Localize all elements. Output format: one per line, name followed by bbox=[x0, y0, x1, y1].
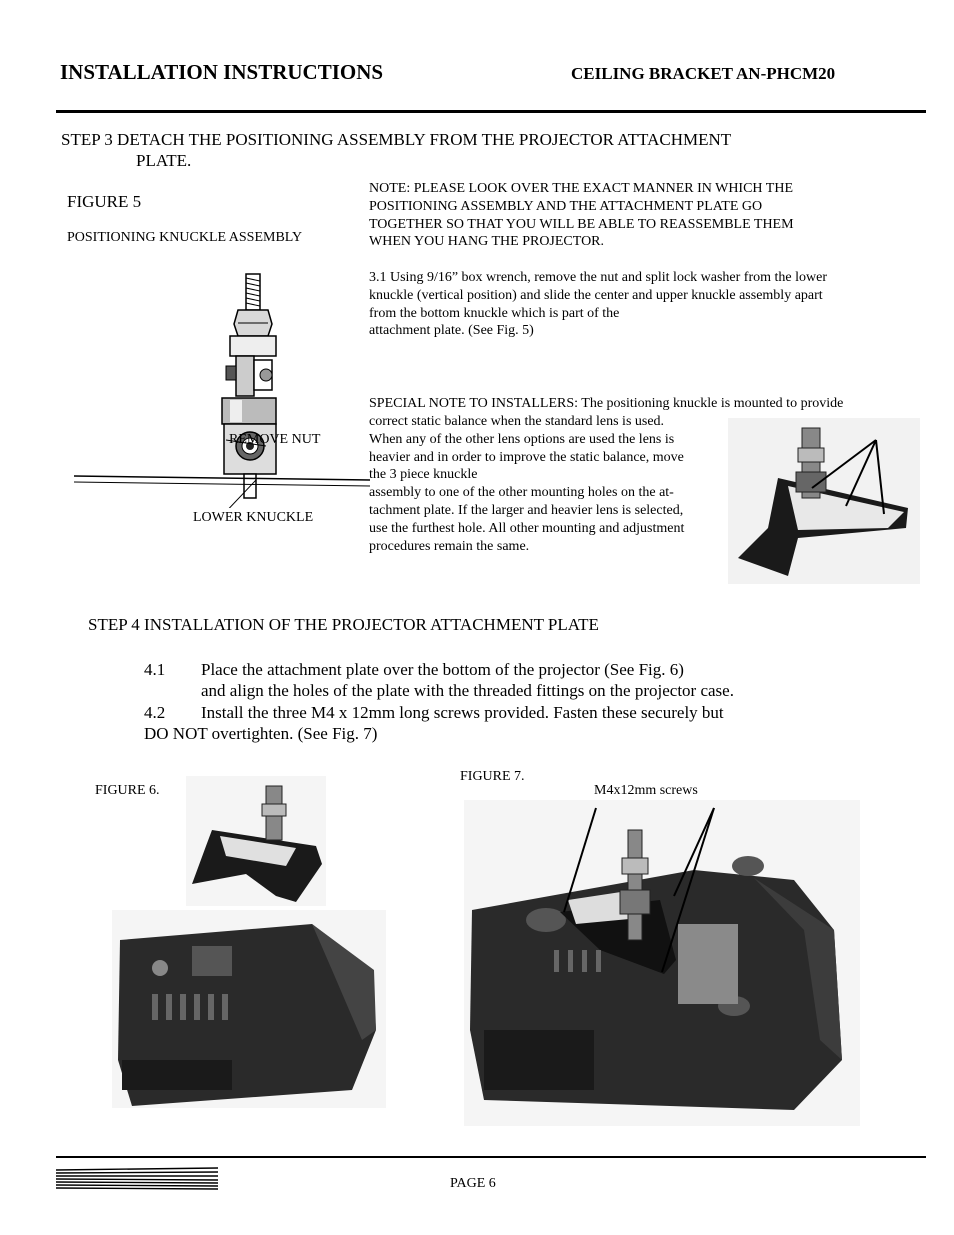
step31-line: from the bottom knuckle which is part of the bbox=[369, 305, 620, 321]
page-number: PAGE 6 bbox=[450, 1176, 496, 1191]
footer-rule bbox=[56, 1156, 926, 1158]
figure7-label: FIGURE 7. bbox=[460, 769, 525, 784]
figure5-knuckle-illustration bbox=[70, 268, 370, 508]
figure6-label: FIGURE 6. bbox=[95, 783, 160, 798]
figure7-projector-photo bbox=[464, 800, 860, 1126]
document-title: INSTALLATION INSTRUCTIONS bbox=[60, 60, 384, 84]
note-paragraph bbox=[369, 180, 889, 251]
special-line: tachment plate. If the larger and heavier lens is selected, bbox=[369, 502, 684, 518]
product-title: CEILING BRACKET AN-PHCM20 bbox=[571, 64, 836, 83]
step42-number: 4.2 bbox=[144, 703, 166, 722]
footer-logo-graphic bbox=[56, 1166, 218, 1192]
figure5-label: FIGURE 5 bbox=[67, 192, 142, 211]
step41-line1: Place the attachment plate over the bottom of the projector (See Fig. 6) bbox=[201, 660, 684, 679]
figure6-bracket-photo bbox=[186, 776, 326, 906]
figure6-projector-photo bbox=[112, 910, 386, 1108]
special-line: When any of the other lens options are used the lens is bbox=[369, 431, 675, 447]
step4-heading: STEP 4 INSTALLATION OF THE PROJECTOR ATTACHMENT PLATE bbox=[88, 615, 599, 634]
step42-line1: Install the three M4 x 12mm long screws provided. Fasten these securely but bbox=[201, 703, 724, 722]
note-line: TOGETHER SO THAT YOU WILL BE ABLE TO REASSEMBLE THEM bbox=[369, 216, 794, 232]
header-rule bbox=[56, 110, 926, 113]
callout-lower-knuckle: LOWER KNUCKLE bbox=[193, 510, 314, 525]
special-line: the 3 piece knuckle bbox=[369, 467, 478, 483]
special-note-paragraph bbox=[369, 413, 729, 555]
special-line: correct static balance when the standard lens is used. bbox=[369, 414, 665, 429]
special-line: use the furthest hole. All other mounting and adjustment bbox=[369, 520, 685, 536]
figure7-callout-screws: M4x12mm screws bbox=[594, 783, 698, 798]
step3-heading bbox=[61, 129, 861, 171]
step31-line: attachment plate. (See Fig. 5) bbox=[369, 323, 534, 339]
note-line: WHEN YOU HANG THE PROJECTOR. bbox=[369, 234, 605, 250]
note-line: POSITIONING ASSEMBLY AND THE ATTACHMENT PLATE GO bbox=[369, 198, 763, 214]
step41-line2: and align the holes of the plate with the threaded fittings on the projector case. bbox=[201, 681, 734, 700]
step31-line: 3.1 Using 9/16” box wrench, remove the nut and split lock washer from the lower bbox=[369, 270, 828, 285]
special-note-heading: SPECIAL NOTE TO INSTALLERS: The positioning knuckle is mounted to provide bbox=[369, 396, 844, 411]
special-line: assembly to one of the other mounting holes on the at- bbox=[369, 485, 674, 501]
step31-paragraph bbox=[369, 269, 909, 340]
step31-line: knuckle (vertical position) and slide the center and upper knuckle assembly apart bbox=[369, 287, 823, 303]
step42-line2: DO NOT overtighten. (See Fig. 7) bbox=[144, 724, 378, 743]
special-line: procedures remain the same. bbox=[369, 538, 530, 554]
note-line: NOTE: PLEASE LOOK OVER THE EXACT MANNER IN WHICH THE bbox=[369, 181, 793, 196]
callout-remove-nut: REMOVE NUT bbox=[229, 432, 321, 447]
figure5-caption: POSITIONING KNUCKLE ASSEMBLY bbox=[67, 230, 303, 245]
bracket-photo bbox=[728, 418, 920, 584]
step3-heading-line1: STEP 3 DETACH THE POSITIONING ASSEMBLY FROM THE PROJECTOR ATTACHMENT bbox=[61, 130, 732, 149]
special-line: heavier and in order to improve the static balance, move bbox=[369, 449, 684, 465]
step3-heading-line2: PLATE. bbox=[136, 151, 192, 170]
step41-number: 4.1 bbox=[144, 660, 166, 679]
